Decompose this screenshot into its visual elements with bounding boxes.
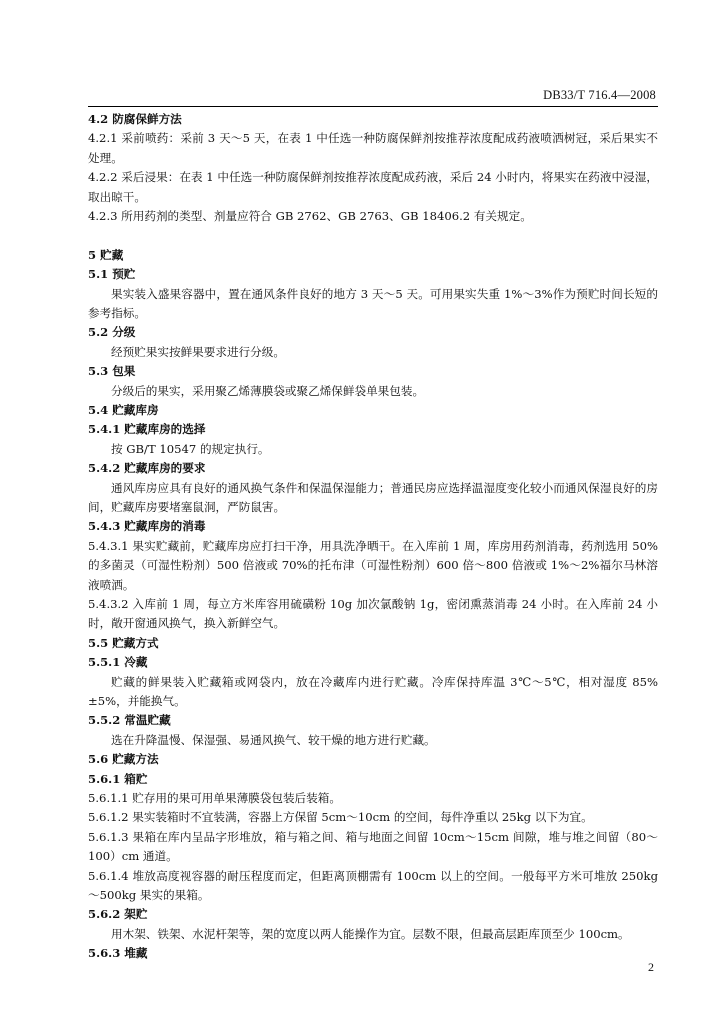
section-heading: 5.3 包果 — [88, 364, 136, 379]
clause-paragraph: 5.6.1.2 果实装箱时不宜装满，容器上方保留 5cm～10cm 的空间，每件净重以 25kg 以下为宜。 — [88, 810, 593, 825]
blank-line — [88, 226, 658, 245]
body-paragraph: 贮藏的鲜果装入贮藏箱或网袋内，放在冷藏库内进行贮藏。冷库保持库温 3℃～5℃，相对湿度 85%±5%，并能换气。 — [88, 674, 658, 708]
section-heading: 5 贮藏 — [88, 247, 124, 262]
body-paragraph: 通风库房应具有良好的通风换气条件和保温保湿能力；普通民房应选择温湿度变化较小而通风保湿良好的房间，贮藏库房要堵塞鼠洞，严防鼠害。 — [88, 480, 658, 514]
body-paragraph: 按 GB/T 10547 的规定执行。 — [111, 441, 270, 456]
clause-paragraph: 4.2.1 采前喷药：采前 3 天～5 天，在表 1 中任选一种防腐保鲜剂按推荐浓度配成药液喷洒树冠，采后果实不处理。 — [88, 131, 658, 165]
section-heading: 4.2 防腐保鲜方法 — [88, 112, 182, 126]
body-paragraph: 分级后的果实，采用聚乙烯薄膜袋或聚乙烯保鲜袋单果包装。 — [111, 383, 425, 398]
section-heading: 5.4 贮藏库房 — [88, 403, 159, 417]
clause-paragraph: 5.6.1.1 贮存用的果可用单果薄膜袋包装后装箱。 — [88, 790, 341, 805]
body-paragraph: 经预贮果实按鲜果要求进行分级。 — [111, 344, 285, 359]
section-heading: 5.4.2 贮藏库房的要求 — [88, 461, 206, 476]
document-body — [88, 110, 658, 964]
page-number: 2 — [648, 960, 654, 974]
section-heading: 5.6 贮藏方法 — [88, 752, 159, 767]
clause-paragraph: 4.2.3 所用药剂的类型、剂量应符合 GB 2762、GB 2763、GB 18406.2 有关规定。 — [88, 209, 532, 224]
section-heading: 5.1 预贮 — [88, 267, 136, 282]
clause-paragraph: 5.4.3.2 入库前 1 周，每立方米库容用硫磺粉 10g 加次氯酸钠 1g，密闭熏蒸消毒 24 小时。在入库前 24 小时，敞开窗通风换气，换入新鲜空气。 — [88, 597, 658, 631]
clause-paragraph: 4.2.2 采后浸果：在表 1 中任选一种防腐保鲜剂按推荐浓度配成药液，采后 24 小时内，将果实在药液中浸湿，取出晾干。 — [88, 170, 658, 204]
clause-paragraph: 5.6.1.4 堆放高度视容器的耐压程度而定，但距离顶棚需有 100cm 以上的空间。一般每平方米可堆放 250kg～500kg 果实的果箱。 — [88, 868, 658, 903]
section-heading: 5.5.2 常温贮藏 — [88, 713, 171, 728]
header-divider — [88, 106, 658, 107]
section-heading: 5.6.2 架贮 — [88, 907, 148, 922]
section-heading: 5.5.1 冷藏 — [88, 655, 148, 670]
body-paragraph: 选在升降温慢、保湿强、易通风换气、较干燥的地方进行贮藏。 — [111, 732, 436, 747]
clause-paragraph: 5.6.1.3 果箱在库内呈品字形堆放，箱与箱之间、箱与地面之间留 10cm～15cm 间隙，堆与堆之间留（80～100）cm 通道。 — [88, 829, 658, 864]
document-id: DB33/T 716.4—2008 — [543, 88, 656, 102]
body-paragraph: 果实装入盛果容器中，置在通风条件良好的地方 3 天～5 天。可用果实失重 1%～3%作为预贮时间长短的参考指标。 — [88, 286, 658, 320]
section-heading: 5.4.3 贮藏库房的消毒 — [88, 519, 206, 534]
clause-paragraph: 5.4.3.1 果实贮藏前，贮藏库房应打扫干净，用具洗净晒干。在入库前 1 周，库房用药剂消毒，药剂选用 50%的多菌灵（可湿性粉剂）500 倍液或 70%的托布津（可湿性粉剂）600 倍～800 倍液或 1%～2%福尔马林溶液喷洒。 — [88, 538, 658, 592]
section-heading: 5.5 贮藏方式 — [88, 635, 159, 650]
section-heading: 5.2 分级 — [88, 325, 136, 340]
section-heading: 5.4.1 贮藏库房的选择 — [88, 422, 206, 437]
section-heading: 5.6.3 堆藏 — [88, 946, 148, 961]
body-paragraph: 用木架、铁架、水泥杆架等，架的宽度以两人能操作为宜。层数不限，但最高层距库顶至少 100cm。 — [111, 926, 630, 941]
section-heading: 5.6.1 箱贮 — [88, 771, 148, 786]
